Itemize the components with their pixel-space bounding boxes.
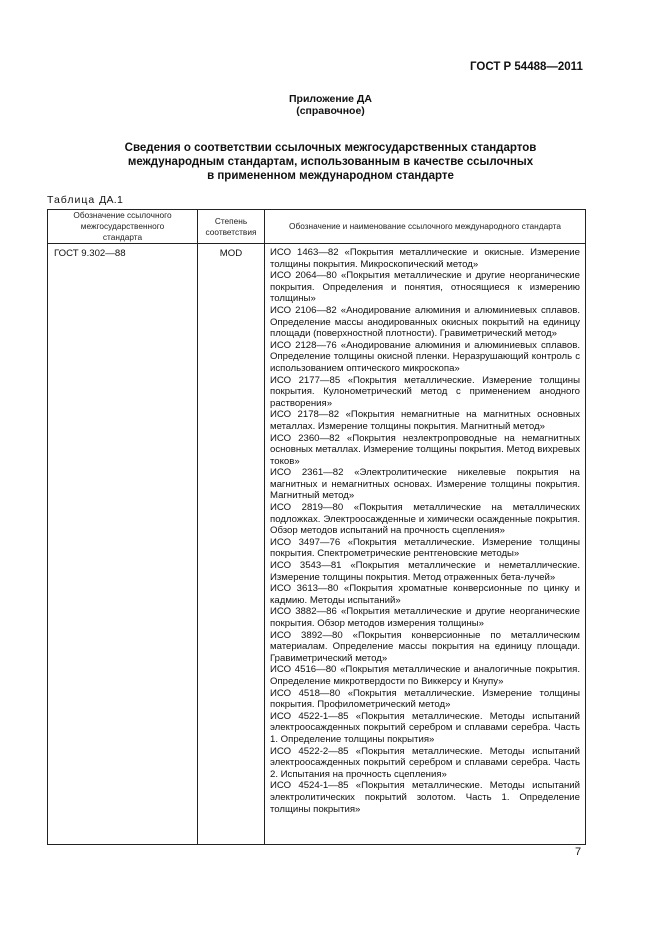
table-caption (47, 194, 123, 206)
reference-item: ИСО 3892—80 «Покрытия конверсионные по металлическим материалам. Определение массы покрытия на единицу площади. Гравиметрический метод» (270, 629, 580, 664)
reference-item: ИСО 4522-1—85 «Покрытия металлические. Методы испытаний электроосажденных покрытий серебром и сплавами серебра. Часть 1. Определение толщины покрытия» (270, 710, 580, 745)
reference-item: ИСО 2128—76 «Анодирование алюминия и алюминиевых сплавов. Определение толщины окисной пленки. Неразрушающий контроль с использованием оптического микроскопа» (270, 339, 580, 374)
column-header-international: Обозначение и наименование ссылочного международного стандарта (265, 210, 586, 244)
reference-item: ИСО 3613—80 «Покрытия хроматные конверсионные по цинку и кадмию. Методы испытаний» (270, 583, 580, 606)
section-heading (0, 141, 661, 183)
reference-item: ИСО 1463—82 «Покрытия металлические и окисные. Измерение толщины покрытия. Микроскопический метод» (270, 247, 580, 270)
page-number: 7 (575, 846, 582, 858)
document-code: ГОСТ Р 54488—2011 (470, 61, 583, 73)
reference-item: ИСО 3497—76 «Покрытия металлические. Измерение толщины покрытия. Спектрометрические рентгеновские методы» (270, 536, 580, 560)
reference-item: ИСО 2819—80 «Покрытия металлические на металлических подложках. Электроосажденные и химически осажденные покрытия. Обзор методов испытаний на прочность сцепления» (270, 502, 580, 537)
heading-line: международным стандартам, использованным в качестве ссылочных (127, 156, 534, 168)
table-caption-number: ДА.1 (99, 194, 124, 206)
reference-item: ИСО 3882—86 «Покрытия металлические и другие неорганические покрытия. Обзор методов измерения толщины» (270, 606, 580, 629)
reference-item: ИСО 2360—82 «Покрытия незлектропроводные на немагнитных основных металлах. Измерение толщины покрытия. Метод вихревых токов» (270, 432, 580, 467)
appendix-note: (справочное) (296, 105, 365, 117)
reference-item: ИСО 3543—81 «Покрытия металлические и неметаллические. Измерение толщины покрытия. Метод отраженных бета-лучей» (270, 560, 580, 583)
column-header-gost: Обозначение ссылочного межгосударственного стандарта (48, 210, 198, 244)
reference-item: ИСО 2106—82 «Анодирование алюминия и алюминиевых сплавов. Определение массы анодированных окисных покрытий на единицу площади (поверхностной плотности). Гравиметрический метод» (270, 304, 580, 340)
table-row (48, 244, 586, 845)
reference-list (265, 244, 586, 845)
appendix-title: Приложение ДА (289, 93, 372, 105)
column-header-degree: Степень соответствия (198, 210, 265, 244)
reference-item: ИСО 2177—85 «Покрытия металлические. Измерение толщины покрытия. Кулонометрический метод с применением анодного растворения» (270, 374, 580, 409)
reference-item: ИСО 2361—82 «Электролитические никелевые покрытия на магнитных и немагнитных основах. Измерение толщины покрытия. Магнитный метод» (270, 467, 580, 502)
reference-item: ИСО 4524-1—85 «Покрытия металлические. Методы испытаний электролитических покрытий золотом. Часть 1. Определение толщины покрытия» (270, 780, 580, 815)
reference-item: ИСО 4518—80 «Покрытия металлические. Измерение толщины покрытия. Профилометрический метод» (270, 687, 580, 711)
conformity-degree: MOD (198, 244, 265, 845)
heading-line: Сведения о соответствии ссылочных межгосударственных стандартов (124, 142, 537, 154)
table-header-row (48, 210, 586, 244)
heading-line: в примененном международном стандарте (207, 170, 454, 182)
table-caption-word: Таблица (47, 194, 96, 206)
reference-item: ИСО 4522-2—85 «Покрытия металлические. Методы испытаний электроосажденных покрытий серебром и сплавами серебра. Часть 2. Испытания на прочность сцепления» (270, 745, 580, 780)
reference-item: ИСО 2064—80 «Покрытия металлические и другие неорганические покрытия. Определения и понятия, относящиеся к измерению толщины» (270, 270, 580, 305)
reference-item: ИСО 2178—82 «Покрытия немагнитные на магнитных основных металлах. Измерение толщины покрытия. Магнитный метод» (270, 409, 580, 432)
standards-table (47, 209, 586, 845)
gost-designation: ГОСТ 9.302—88 (48, 244, 198, 845)
reference-item: ИСО 4516—80 «Покрытия металлические и аналогичные покрытия. Определение микротвердости по Виккерсу и Кнупу» (270, 664, 580, 687)
